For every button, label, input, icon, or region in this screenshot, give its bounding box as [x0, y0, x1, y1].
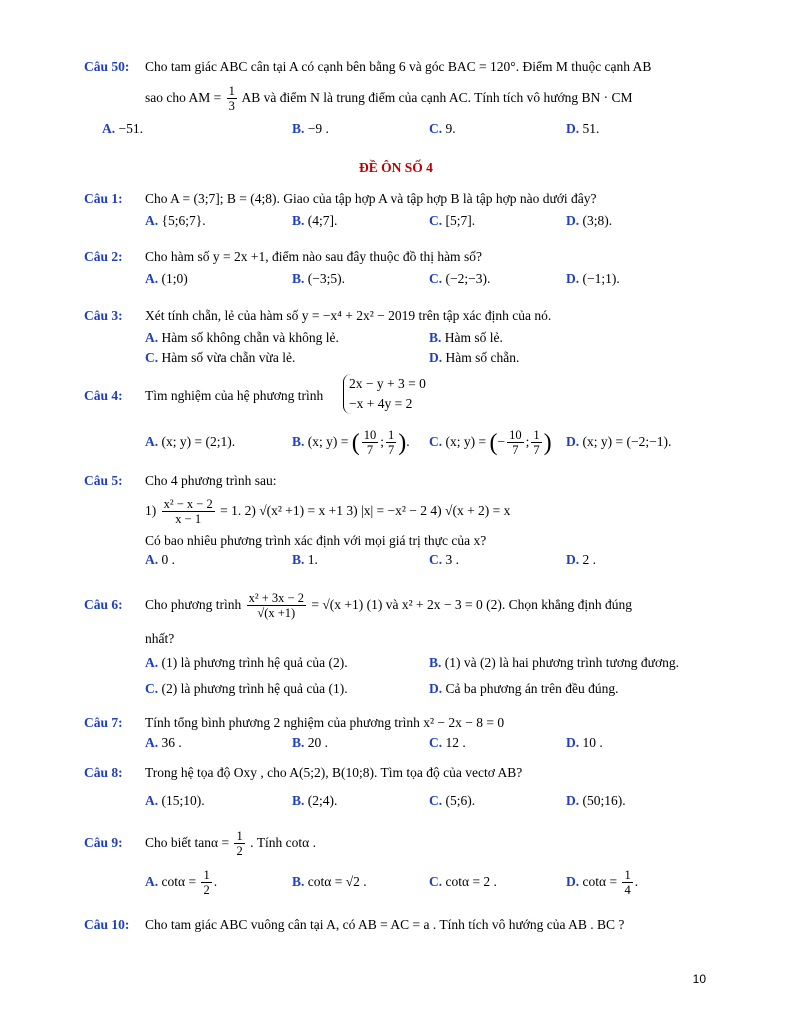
question-stem-part: = √(x +1) (1) và x² + 2x − 3 = 0 (2). Chọn khẳng định đúng [311, 597, 632, 612]
question-stem: Trong hệ tọa độ Oxy , cho A(5;2), B(10;8). Tìm tọa độ của vectơ AB? [145, 765, 523, 780]
question-stem-part: . Tính cotα . [250, 835, 317, 850]
option-d[interactable]: D. 51. [566, 121, 600, 136]
question-text: Có bao nhiêu phương trình xác định với mọi giá trị thực của x? [145, 533, 487, 548]
question-stem-part: Cho biết tanα = [145, 835, 230, 850]
option-c[interactable]: C. (x; y) = (− $\frac{10}{7}$ ; $\frac{1}{7}$ ) [429, 428, 552, 458]
question-stem: Cho tam giác ABC vuông cân tại A, có AB = AC = a . Tính tích vô hướng của AB . BC ? [145, 917, 625, 932]
option-d[interactable]: D. 10 . [566, 735, 603, 750]
question-label: Câu 4: [84, 388, 123, 403]
option-b[interactable]: B. 20 . [292, 735, 329, 750]
question-label: Câu 5: [84, 473, 123, 488]
question-stem: Cho hàm số y = 2x +1, điểm nào sau đây thuộc đồ thị hàm số? [145, 249, 482, 264]
equation-list-rest: = 1. 2) √(x² +1) = x +1 3) |x| = −x² − 2 4) √(x + 2) = x [220, 503, 511, 518]
option-d[interactable]: D. (50;16). [566, 793, 626, 808]
option-d[interactable]: D. Hàm số chẵn. [429, 350, 520, 365]
option-d[interactable]: D. 2 . [566, 552, 596, 567]
question-label: Câu 1: [84, 191, 123, 206]
question-stem-part: Cho phương trình [145, 597, 242, 612]
option-b[interactable]: B. Hàm số lẻ. [429, 330, 503, 345]
fraction: $\frac{\text{x² − x − 2}}{x - 1}$ [163, 497, 213, 527]
option-c[interactable]: C. (2) là phương trình hệ quả của (1). [145, 681, 348, 696]
option-a[interactable]: A. {5;6;7}. [145, 213, 206, 228]
fraction: $\frac{\text{x² + 3x − 2}}{√(x +1)}$ [248, 591, 304, 621]
equation-system: 2x − y + 3 = 0 −x + 4y = 2 [343, 374, 426, 414]
question-label: Câu 8: [84, 765, 123, 780]
question-stem: Cho 4 phương trình sau: [145, 473, 277, 488]
section-heading: ĐỀ ÔN SỐ 4 [359, 160, 433, 175]
question-label: Câu 50: [84, 59, 130, 74]
fraction: $\frac{1}{2}$ [236, 829, 243, 859]
option-b[interactable]: B. cotα = √2 . [292, 874, 367, 889]
question-stem-part: AB và điểm N là trung điểm của cạnh AC. Tính tích vô hướng BN · CM [241, 90, 633, 105]
option-d[interactable]: D. Cả ba phương án trên đều đúng. [429, 681, 619, 696]
option-b[interactable]: B. (1) và (2) là hai phương trình tương đương. [429, 655, 679, 670]
question-label: Câu 6: [84, 597, 123, 612]
question-stem-part: sao cho AM = [145, 90, 222, 105]
option-c[interactable]: C. 3 . [429, 552, 459, 567]
question-stem: Cho tam giác ABC cân tại A có cạnh bên bằng 6 và góc BAC = 120°. Điểm M thuộc cạnh AB [145, 59, 652, 74]
option-b[interactable]: B. 1. [292, 552, 318, 567]
option-a[interactable]: A. 36 . [145, 735, 182, 750]
option-b[interactable]: B. −9 . [292, 121, 329, 136]
option-d[interactable]: D. (−1;1). [566, 271, 620, 286]
option-c[interactable]: C. [5;7]. [429, 213, 476, 228]
option-d[interactable]: D. cotα = $\frac{1}{4}$ . [566, 868, 639, 898]
option-a[interactable]: A. −51. [102, 121, 143, 136]
question-label: Câu 2: [84, 249, 123, 264]
option-a[interactable]: A. Hàm số không chẵn và không lẻ. [145, 330, 339, 345]
equation-list: 1) [145, 503, 157, 518]
question-stem: Xét tính chẵn, lẻ của hàm số y = −x⁴ + 2x² − 2019 trên tập xác định của nó. [145, 308, 552, 323]
option-a[interactable]: A. (x; y) = (2;1). [145, 434, 236, 449]
option-d[interactable]: D. (3;8). [566, 213, 613, 228]
option-b[interactable]: B. (x; y) = ( $\frac{10}{7}$ ; $\frac{1}{7}$ ). [292, 428, 410, 458]
option-b[interactable]: B. (−3;5). [292, 271, 345, 286]
option-a[interactable]: A. 0 . [145, 552, 175, 567]
option-c[interactable]: C. 9. [429, 121, 456, 136]
option-a[interactable]: A. (1;0) [145, 271, 188, 286]
option-c[interactable]: C. cotα = 2 . [429, 874, 497, 889]
question-stem-part: nhất? [145, 631, 175, 646]
option-a[interactable]: A. (1) là phương trình hệ quả của (2). [145, 655, 348, 670]
option-c[interactable]: C. Hàm số vừa chẵn vừa lẻ. [145, 350, 296, 365]
option-c[interactable]: C. (−2;−3). [429, 271, 491, 286]
question-stem: Cho A = (3;7]; B = (4;8). Giao của tập hợp A và tập hợp B là tập hợp nào dưới đây? [145, 191, 597, 206]
question-stem: Tính tổng bình phương 2 nghiệm của phương trình x² − 2x − 8 = 0 [145, 715, 505, 730]
option-b[interactable]: B. (2;4). [292, 793, 338, 808]
question-label: Câu 9: [84, 835, 123, 850]
question-label: Câu 10: [84, 917, 130, 932]
page-number: 10 [692, 972, 706, 986]
option-b[interactable]: B. (4;7]. [292, 213, 338, 228]
option-c[interactable]: C. 12 . [429, 735, 466, 750]
question-label: Câu 3: [84, 308, 123, 323]
option-d[interactable]: D. (x; y) = (−2;−1). [566, 434, 672, 449]
option-c[interactable]: C. (5;6). [429, 793, 476, 808]
fraction: $\frac{1}{3}$ [228, 84, 235, 114]
option-a[interactable]: A. cotα = $\frac{1}{2}$ . [145, 868, 218, 898]
option-a[interactable]: A. (15;10). [145, 793, 205, 808]
question-label: Câu 7: [84, 715, 123, 730]
question-stem: Tìm nghiệm của hệ phương trình [145, 388, 324, 403]
